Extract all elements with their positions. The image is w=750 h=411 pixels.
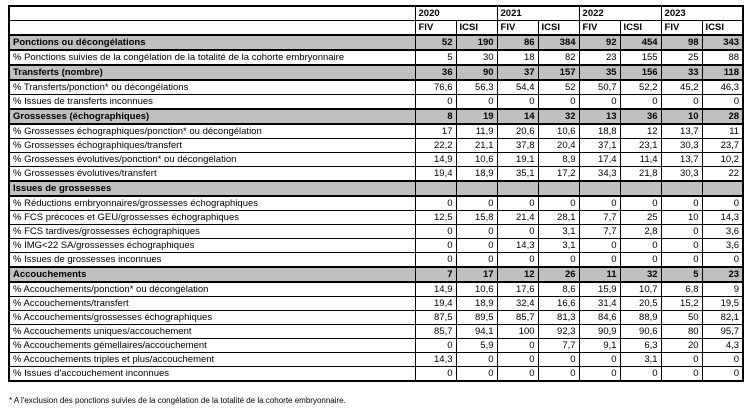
cell-value: 30,3 [661,139,702,153]
cell-value: 19,5 [702,297,743,311]
cell-value: 52,2 [620,80,661,95]
cell-value: 0 [456,225,497,239]
cell-value: 18,9 [456,167,497,182]
cell-value: 0 [415,367,456,382]
cell-value: 37,8 [497,139,538,153]
cell-value [620,181,661,196]
cell-value: 0 [415,95,456,110]
cell-value: 10,6 [456,282,497,297]
subcol-header-fiv-2022: FIV [579,21,620,36]
table-row [9,282,743,297]
cell-value: 0 [579,196,620,211]
cell-value: 3,6 [702,239,743,253]
cell-value: 0 [497,339,538,353]
cell-value: 190 [456,35,497,50]
row-label: % Transferts/ponction* ou décongélations [9,80,415,95]
cell-value: 17,6 [497,282,538,297]
cell-value: 0 [497,225,538,239]
section-row [9,35,743,50]
cell-value: 11 [579,267,620,282]
cell-value: 18,8 [579,124,620,139]
row-label: Grossesses (échographiques) [9,109,415,124]
row-label: % Accouchements gémellaires/accouchement [9,339,415,353]
cell-value: 0 [702,95,743,110]
cell-value: 32 [538,109,579,124]
cell-value: 32,4 [497,297,538,311]
cell-value: 8,9 [538,153,579,167]
cell-value: 14,9 [415,282,456,297]
table-row [9,167,743,182]
table-row [9,95,743,110]
cell-value: 0 [661,353,702,367]
cell-value: 17,4 [579,153,620,167]
cell-value: 343 [702,35,743,50]
cell-value: 0 [415,253,456,268]
table-row [9,80,743,95]
cell-value: 31,4 [579,297,620,311]
subcol-header-icsi-2022: ICSI [620,21,661,36]
cell-value: 81,3 [538,311,579,325]
cell-value: 0 [661,95,702,110]
year-header-2022: 2022 [579,6,661,21]
cell-value: 30,3 [661,167,702,182]
cell-value: 33 [661,65,702,80]
cell-value: 15,9 [579,282,620,297]
cell-value: 0 [620,95,661,110]
cell-value: 90,6 [620,325,661,339]
table-row [9,124,743,139]
row-label: % Accouchements triples et plus/accouchement [9,353,415,367]
year-header-2021: 2021 [497,6,579,21]
cell-value: 85,7 [497,311,538,325]
cell-value: 0 [538,95,579,110]
subcol-header-fiv-2021: FIV [497,21,538,36]
cell-value: 0 [456,239,497,253]
cell-value: 4,3 [702,339,743,353]
cell-value: 36 [415,65,456,80]
table-row [9,139,743,153]
cell-value: 100 [497,325,538,339]
cell-value: 0 [415,239,456,253]
cell-value [538,181,579,196]
cell-value: 19 [456,109,497,124]
cell-value: 0 [538,196,579,211]
cell-value: 0 [497,353,538,367]
results-table [8,5,744,382]
cell-value: 0 [620,367,661,382]
cell-value: 88 [702,50,743,65]
cell-value: 7,7 [538,339,579,353]
cell-value: 0 [579,239,620,253]
cell-value: 37 [497,65,538,80]
cell-value: 3,1 [538,225,579,239]
cell-value: 90,9 [579,325,620,339]
cell-value: 14,3 [415,353,456,367]
cell-value: 17,2 [538,167,579,182]
cell-value: 85,7 [415,325,456,339]
cell-value: 8,6 [538,282,579,297]
cell-value: 5 [661,267,702,282]
cell-value: 21,4 [497,211,538,225]
cell-value: 25 [620,211,661,225]
cell-value: 0 [579,353,620,367]
cell-value: 22,2 [415,139,456,153]
cell-value: 80 [661,325,702,339]
cell-value: 0 [661,196,702,211]
cell-value: 2,8 [620,225,661,239]
cell-value: 0 [661,225,702,239]
cell-value: 0 [661,239,702,253]
cell-value: 46,3 [702,80,743,95]
cell-value: 11,9 [456,124,497,139]
table-row [9,353,743,367]
cell-value: 3,6 [702,225,743,239]
section-row [9,267,743,282]
cell-value: 10,2 [702,153,743,167]
cell-value: 5,9 [456,339,497,353]
cell-value: 5 [415,50,456,65]
cell-value: 0 [456,253,497,268]
cell-value: 92,3 [538,325,579,339]
cell-value: 0 [415,339,456,353]
cell-value: 21,1 [456,139,497,153]
section-row [9,181,743,196]
cell-value: 82 [538,50,579,65]
cell-value: 19,4 [415,297,456,311]
year-header-2020: 2020 [415,6,497,21]
cell-value: 157 [538,65,579,80]
cell-value: 10 [661,109,702,124]
cell-value: 0 [456,95,497,110]
cell-value: 156 [620,65,661,80]
cell-value: 10 [661,211,702,225]
cell-value: 21,8 [620,167,661,182]
cell-value: 20,4 [538,139,579,153]
cell-value: 89,5 [456,311,497,325]
cell-value [702,181,743,196]
row-label: Issues de grossesses [9,181,415,196]
cell-value: 0 [497,253,538,268]
cell-value: 34,3 [579,167,620,182]
table-row [9,297,743,311]
row-label: % Grossesses échographiques/ponction* ou décongélation [9,124,415,139]
cell-value: 23,1 [620,139,661,153]
subcol-header-icsi-2020: ICSI [456,21,497,36]
row-label: Transferts (nombre) [9,65,415,80]
cell-value: 6,8 [661,282,702,297]
table-row [9,211,743,225]
row-label: % Réductions embryonnaires/grossesses échographiques [9,196,415,211]
row-label: Ponctions ou décongélations [9,35,415,50]
cell-value: 82,1 [702,311,743,325]
cell-value: 98 [661,35,702,50]
cell-value: 10,7 [620,282,661,297]
cell-value: 0 [579,367,620,382]
cell-value: 15,2 [661,297,702,311]
footnote: * A l'exclusion des ponctions suivies de la congélation de la totalité de la cohorte embryonnaire. [9,396,346,405]
cell-value: 0 [620,253,661,268]
corner-cell-bottom [9,21,415,36]
row-label: % FCS précoces et GEU/grossesses échographiques [9,211,415,225]
row-label: % Grossesses évolutives/ponction* ou décongélation [9,153,415,167]
cell-value: 0 [456,196,497,211]
cell-value: 0 [702,253,743,268]
cell-value: 0 [661,367,702,382]
subcol-header-icsi-2021: ICSI [538,21,579,36]
cell-value: 19,4 [415,167,456,182]
cell-value: 52 [415,35,456,50]
row-label: % Grossesses évolutives/transfert [9,167,415,182]
corner-cell-top [9,6,415,21]
cell-value: 7,7 [579,225,620,239]
cell-value: 384 [538,35,579,50]
cell-value: 13,7 [661,153,702,167]
cell-value: 54,4 [497,80,538,95]
table-row [9,225,743,239]
row-label: % Accouchements/grossesses échographiques [9,311,415,325]
year-header-2023: 2023 [661,6,743,21]
cell-value: 0 [456,367,497,382]
cell-value: 20,5 [620,297,661,311]
cell-value: 0 [620,196,661,211]
cell-value: 28 [702,109,743,124]
cell-value: 50,7 [579,80,620,95]
cell-value: 36 [620,109,661,124]
row-label: % Accouchements/transfert [9,297,415,311]
row-label: % Accouchements uniques/accouchement [9,325,415,339]
cell-value [456,181,497,196]
cell-value: 14 [497,109,538,124]
row-label: % IMG<22 SA/grossesses échographiques [9,239,415,253]
cell-value: 23 [579,50,620,65]
cell-value: 28,1 [538,211,579,225]
cell-value: 18,9 [456,297,497,311]
cell-value: 14,3 [497,239,538,253]
table-row [9,253,743,268]
cell-value: 3,1 [620,353,661,367]
subcolumn-header-row [9,21,743,36]
row-label: % Issues d'accouchement inconnues [9,367,415,382]
cell-value: 0 [702,367,743,382]
cell-value: 12,5 [415,211,456,225]
table-row [9,50,743,65]
row-label: % Ponctions suivies de la congélation de la totalité de la cohorte embryonnaire [9,50,415,65]
year-header-row [9,6,743,21]
table-row [9,339,743,353]
table-row [9,311,743,325]
cell-value: 454 [620,35,661,50]
cell-value: 9,1 [579,339,620,353]
cell-value: 26 [538,267,579,282]
cell-value: 0 [620,239,661,253]
cell-value: 20,6 [497,124,538,139]
cell-value: 12 [620,124,661,139]
cell-value: 22 [702,167,743,182]
cell-value: 86 [497,35,538,50]
table-row [9,153,743,167]
cell-value: 0 [661,253,702,268]
cell-value: 0 [702,196,743,211]
cell-value: 15,8 [456,211,497,225]
cell-value: 3,1 [538,239,579,253]
cell-value: 14,3 [702,211,743,225]
cell-value: 0 [538,367,579,382]
cell-value: 0 [497,95,538,110]
cell-value: 94,1 [456,325,497,339]
cell-value: 0 [579,95,620,110]
cell-value: 12 [497,267,538,282]
subcol-header-icsi-2023: ICSI [702,21,743,36]
cell-value: 0 [538,253,579,268]
section-row [9,109,743,124]
cell-value: 10,6 [538,124,579,139]
cell-value: 0 [456,353,497,367]
cell-value: 0 [497,196,538,211]
cell-value: 30 [456,50,497,65]
cell-value: 16,6 [538,297,579,311]
table-row [9,239,743,253]
cell-value: 7 [415,267,456,282]
cell-value: 32 [620,267,661,282]
cell-value: 14,9 [415,153,456,167]
subcol-header-fiv-2023: FIV [661,21,702,36]
cell-value: 20 [661,339,702,353]
row-label: Accouchements [9,267,415,282]
row-label: % Accouchements/ponction* ou décongélation [9,282,415,297]
cell-value: 6,3 [620,339,661,353]
cell-value: 0 [702,353,743,367]
cell-value: 13,7 [661,124,702,139]
cell-value: 11 [702,124,743,139]
cell-value: 18 [497,50,538,65]
cell-value: 10,6 [456,153,497,167]
table-row [9,367,743,382]
cell-value: 23,7 [702,139,743,153]
cell-value: 9 [702,282,743,297]
cell-value [415,181,456,196]
cell-value: 88,9 [620,311,661,325]
cell-value: 17 [456,267,497,282]
cell-value: 35,1 [497,167,538,182]
cell-value: 76,6 [415,80,456,95]
cell-value: 25 [661,50,702,65]
cell-value: 0 [497,367,538,382]
cell-value: 95,7 [702,325,743,339]
cell-value: 0 [579,253,620,268]
cell-value: 92 [579,35,620,50]
cell-value: 118 [702,65,743,80]
cell-value: 19,1 [497,153,538,167]
row-label: % FCS tardives/grossesses échographiques [9,225,415,239]
cell-value: 8 [415,109,456,124]
cell-value: 37,1 [579,139,620,153]
table-row [9,325,743,339]
cell-value [579,181,620,196]
cell-value: 11,4 [620,153,661,167]
cell-value: 23 [702,267,743,282]
cell-value: 155 [620,50,661,65]
cell-value: 87,5 [415,311,456,325]
cell-value: 0 [415,225,456,239]
table-row [9,196,743,211]
cell-value: 0 [415,196,456,211]
cell-value: 50 [661,311,702,325]
cell-value: 13 [579,109,620,124]
row-label: % Grossesses échographiques/transfert [9,139,415,153]
cell-value: 84,6 [579,311,620,325]
cell-value: 35 [579,65,620,80]
cell-value: 45,2 [661,80,702,95]
row-label: % Issues de transferts inconnues [9,95,415,110]
cell-value: 52 [538,80,579,95]
section-row [9,65,743,80]
cell-value: 56,3 [456,80,497,95]
cell-value: 0 [538,353,579,367]
cell-value: 7,7 [579,211,620,225]
subcol-header-fiv-2020: FIV [415,21,456,36]
cell-value: 17 [415,124,456,139]
row-label: % Issues de grossesses inconnues [9,253,415,268]
cell-value [497,181,538,196]
cell-value [661,181,702,196]
cell-value: 90 [456,65,497,80]
